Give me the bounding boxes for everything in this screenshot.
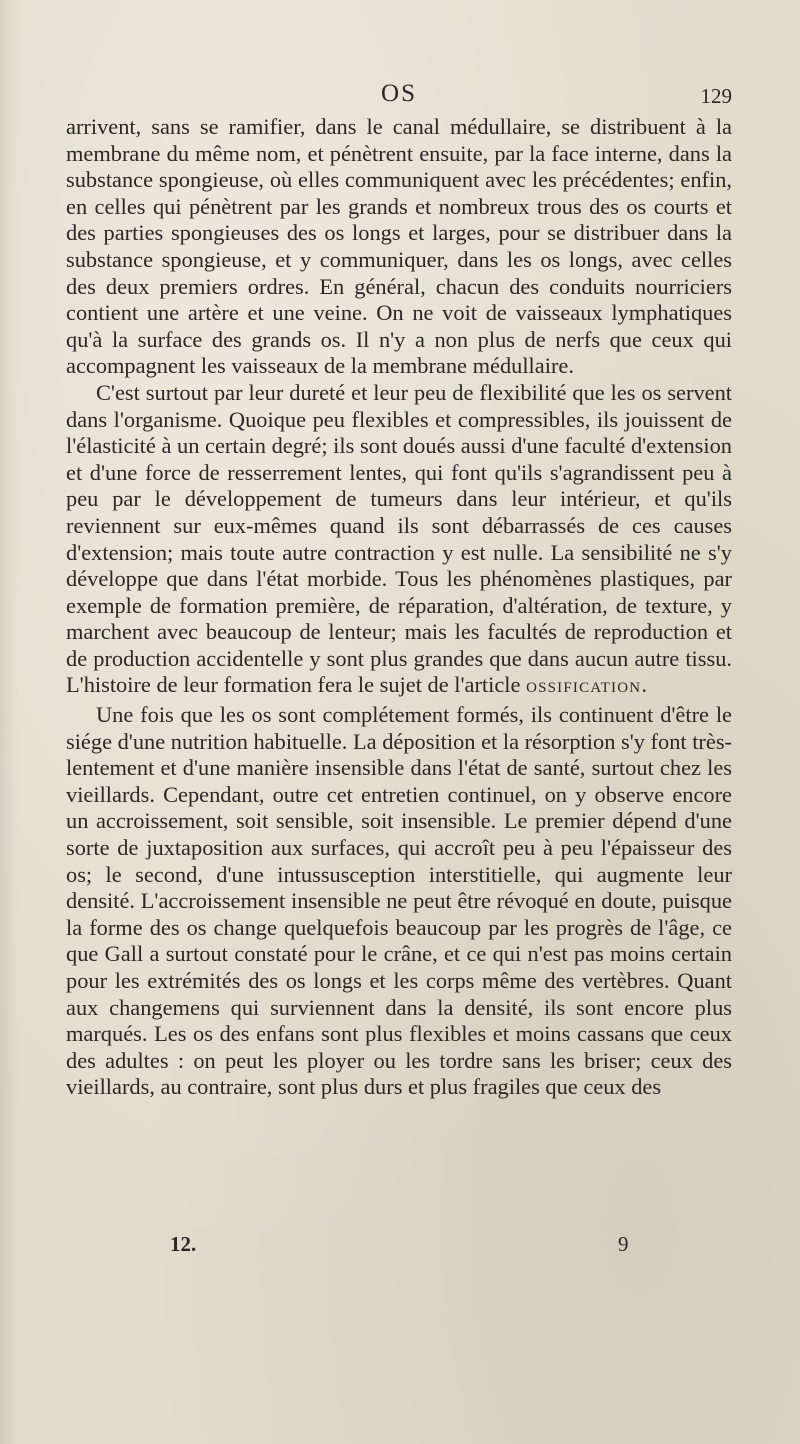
book-page xyxy=(66,78,732,1378)
body-text xyxy=(66,114,732,1101)
paragraph-nutrition: Une fois que les os sont complétement formés, ils continuent d'être le siége d'une nutrition habituelle. La déposition et la résorption s'y font très-lentement et d'une manière insensible dans l'état de santé, surtout chez les vieillards. Cependant, outre cet entretien continuel, on y observe encore un accroissement, soit sensible, soit insensible. Le premier dépend d'une sorte de juxtaposition aux surfaces, qui accroît peu à peu l'épaisseur des os; le second, d'une intussusception interstitielle, qui augmente leur densité. L'accroissement insensible ne peut être révoqué en doute, puisque la forme des os change quelquefois beaucoup par les progrès de l'âge, ce que Gall a surtout constaté pour le crâne, et ce qui n'est pas moins certain pour les extrémités des os longs et les corps même des vertèbres. Quant aux changemens qui surviennent dans la densité, ils sont encore plus marqués. Les os des enfans sont plus flexibles et moins cassans que ceux des adultes : on peut les ployer ou les tordre sans les briser; ceux des vieillards, au contraire, sont plus durs et plus fragiles que ceux des xyxy=(66,702,732,1100)
page-title: OS xyxy=(381,80,417,107)
paragraph-properties xyxy=(66,380,732,702)
cross-reference: OSSIFICATION xyxy=(526,680,642,697)
page-number: 129 xyxy=(700,84,732,108)
running-head xyxy=(66,78,732,112)
paragraph-text: C'est surtout par leur dureté et leur peu de flexibilité que les os servent dans l'organisme. Quoique peu flexibles et compressibles, ils jouissent de l'élasticité à un certain degré; ils sont doués aussi d'une faculté d'extension et d'une force de resserrement lentes, qui font qu'ils s'agrandissent peu à peu par le développement de tumeurs dans leur intérieur, et qu'ils reviennent sur eux-mêmes quand ils sont débarrassés de ces causes d'extension; mais toute autre contraction y est nulle. La sensibilité ne s'y développe que dans l'état morbide. Tous les phénomènes plastiques, par exemple de formation première, de réparation, d'altération, de texture, y marchent avec beaucoup de lenteur; mais les facultés de reproduction et de production accidentelle y sont plus grandes que dans aucun autre tissu. L'histoire de leur formation fera le sujet de l'article xyxy=(66,379,732,698)
volume-number: 12. xyxy=(170,1232,197,1256)
paragraph-continued: arrivent, sans se ramifier, dans le canal médullaire, se distribuent à la membrane du même nom, et pénètrent ensuite, par la face interne, dans la substance spongieuse, où elles communiquent avec les précédentes; enfin, en celles qui pénètrent par les grands et nombreux trous des os courts et des parties spongieuses des os longs et larges, pour se distribuer dans la substance spongieuse, et y communiquer, dans les os longs, avec celles des deux premiers ordres. En général, chacun des conduits nourriciers contient une artère et une veine. On ne voit de vaisseaux lymphatiques qu'à la surface des grands os. Il n'y a non plus de nerfs que ceux qui accompagnent les vaisseaux de la membrane médullaire. xyxy=(66,114,732,379)
paragraph-end: . xyxy=(641,672,647,698)
signature-mark: 9 xyxy=(618,1232,629,1256)
page-footer xyxy=(66,1232,732,1262)
